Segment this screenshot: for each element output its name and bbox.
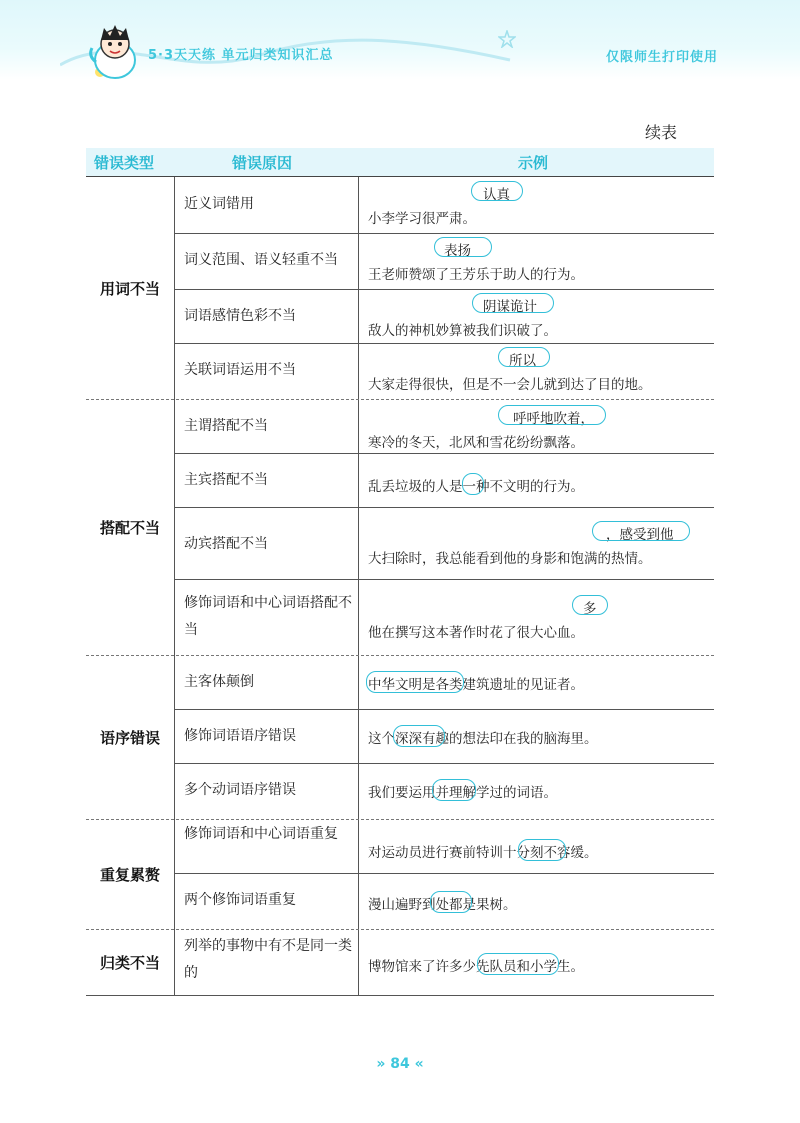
example-sentence: 对运动员进行赛前特训十分刻不容缓。	[368, 845, 598, 861]
revision-mark	[498, 405, 606, 425]
example-sentence: 敌人的神机妙算被我们识破了。	[368, 323, 557, 339]
error-reason: 动宾搭配不当	[184, 536, 268, 552]
header-title: 5·3天天练 单元归类知识汇总	[148, 48, 334, 63]
revision-mark	[471, 181, 523, 201]
error-reason: 多个动词语序错误	[184, 782, 296, 798]
correction-note: 阴谋诡计	[483, 299, 537, 315]
group-divider	[86, 929, 714, 930]
correction-note: ，感受到他	[606, 527, 674, 543]
revision-mark	[393, 725, 445, 747]
correction-note: 表扬	[444, 243, 471, 259]
column-header-type: 错误类型	[94, 154, 155, 172]
revision-mark	[432, 779, 476, 801]
error-type-cell: 用词不当	[99, 279, 160, 298]
error-reason: 近义词错用	[184, 196, 254, 212]
table-header	[86, 148, 714, 177]
table-body	[86, 177, 714, 995]
example-sentence: 他在撰写这本著作时花了很大心血。	[368, 625, 584, 641]
group-divider	[86, 399, 714, 400]
example-sentence: 大家走得很快，但是不一会儿就到达了目的地。	[368, 377, 652, 393]
revision-mark	[572, 595, 608, 615]
example-sentence: 小李学习很严肃。	[368, 211, 476, 227]
error-reason: 词语感情色彩不当	[184, 308, 296, 324]
table-bottom-border	[86, 995, 714, 996]
revision-mark	[592, 521, 690, 541]
example-sentence: 王老师赞颂了王芳乐于助人的行为。	[368, 267, 584, 283]
page-number-arrow-left: »	[376, 1056, 386, 1072]
error-reason: 主宾搭配不当	[184, 472, 268, 488]
error-reason: 主谓搭配不当	[184, 418, 268, 434]
example-sentence: 我们要运用并理解学过的词语。	[368, 785, 557, 801]
correction-note: 多	[583, 601, 597, 617]
revision-mark	[498, 347, 550, 367]
page-number-arrow-right: «	[414, 1056, 424, 1072]
example-sentence: 博物馆来了许多少先队员和小学生。	[368, 959, 584, 975]
correction-note: 呼呼地吹着，	[513, 411, 594, 427]
revision-mark	[518, 839, 566, 861]
error-type-cell: 重复累赘	[99, 865, 160, 884]
revision-mark	[366, 671, 464, 693]
revision-mark	[434, 237, 492, 257]
group-divider	[86, 655, 714, 656]
star-icon	[498, 30, 516, 48]
correction-note: 所以	[509, 353, 536, 369]
error-reason: 修饰词语语序错误	[184, 728, 296, 744]
example-sentence: 中华文明是各类建筑遗址的见证者。	[368, 677, 584, 693]
error-reason: 列举的事物中有不是同一类的	[184, 938, 352, 981]
error-reason: 主客体颠倒	[184, 674, 254, 690]
error-type-cell: 语序错误	[99, 728, 160, 747]
continued-label: 续表	[644, 123, 677, 142]
correction-note: 认真	[483, 187, 510, 203]
page-number-value: 84	[390, 1056, 410, 1072]
column-header-example: 示例	[518, 154, 549, 172]
example-sentence: 寒冷的冬天，北风和雪花纷纷飘落。	[368, 435, 584, 451]
error-reason: 修饰词语和中心词语重复	[184, 826, 338, 842]
error-type-cell: 搭配不当	[99, 518, 160, 537]
example-sentence: 大扫除时，我总能看到他的身影和饱满的热情。	[368, 551, 652, 567]
revision-mark	[472, 293, 554, 313]
header-usage-note: 仅限师生打印使用	[605, 50, 718, 65]
mascot-icon	[84, 20, 146, 84]
page-number	[0, 1056, 800, 1072]
column-header-reason: 错误原因	[232, 154, 293, 172]
revision-mark	[477, 953, 559, 975]
group-divider	[86, 819, 714, 820]
error-reason: 两个修饰词语重复	[184, 892, 296, 908]
error-table	[86, 148, 714, 995]
error-reason: 修饰词语和中心词语搭配不当	[184, 595, 352, 638]
revision-mark	[430, 891, 472, 913]
example-sentence: 这个深深有趣的想法印在我的脑海里。	[368, 731, 598, 747]
error-reason: 词义范围、语义轻重不当	[184, 252, 338, 268]
error-type-cell: 归类不当	[99, 953, 160, 972]
error-reason: 关联词语运用不当	[184, 362, 296, 378]
revision-mark	[462, 473, 484, 495]
example-sentence: 漫山遍野到处都是果树。	[368, 897, 517, 913]
example-sentence: 乱丢垃圾的人是一种不文明的行为。	[368, 479, 584, 495]
